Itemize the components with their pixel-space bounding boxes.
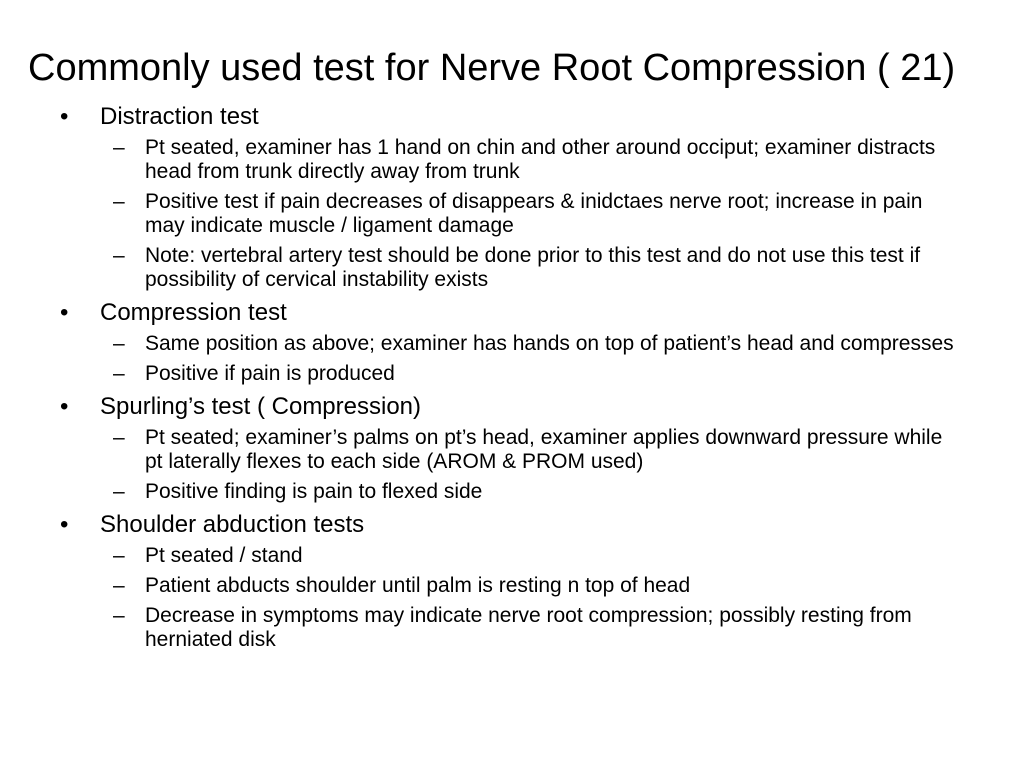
- sub-item-text: Pt seated; examiner’s palms on pt’s head, examiner applies downward pressure while pt laterally flexes to each side (AROM & PROM used): [145, 426, 943, 473]
- sub-item: [0, 362, 1024, 386]
- sub-list: [0, 332, 1024, 386]
- sub-item-text: Decrease in symptoms may indicate nerve root compression; possibly resting from herniated disk: [145, 604, 912, 651]
- sub-item: [0, 136, 1024, 184]
- sub-item: [0, 544, 1024, 568]
- bullet-item: [0, 298, 1024, 332]
- section-spurlings-test: [0, 392, 1024, 504]
- dash-icon: –: [113, 362, 125, 385]
- bullet-heading: Compression test: [100, 299, 287, 326]
- dash-icon: –: [113, 136, 125, 159]
- bullet-heading: Distraction test: [100, 103, 259, 130]
- sub-item-text: Note: vertebral artery test should be done prior to this test and do not use this test if possibility of cervical instability exists: [145, 244, 921, 291]
- bullet-dot-icon: •: [60, 393, 69, 420]
- bullet-dot-icon: •: [60, 103, 69, 130]
- bullet-item: [0, 102, 1024, 136]
- sub-item: [0, 426, 1024, 474]
- sub-list: [0, 544, 1024, 652]
- bullet-heading: Spurling’s test ( Compression): [100, 393, 422, 420]
- dash-icon: –: [113, 244, 125, 267]
- dash-icon: –: [113, 544, 125, 567]
- dash-icon: –: [113, 190, 125, 213]
- sub-item: [0, 604, 1024, 652]
- slide-title: Commonly used test for Nerve Root Compression ( 21): [28, 47, 956, 89]
- sub-item-text: Patient abducts shoulder until palm is resting n top of head: [145, 574, 691, 597]
- bullet-dot-icon: •: [60, 299, 69, 326]
- sub-item-text: Positive finding is pain to flexed side: [145, 480, 483, 503]
- section-compression-test: [0, 298, 1024, 386]
- sub-item: [0, 574, 1024, 598]
- section-distraction-test: [0, 102, 1024, 292]
- dash-icon: –: [113, 480, 125, 503]
- dash-icon: –: [113, 332, 125, 355]
- sub-item-text: Pt seated / stand: [145, 544, 303, 567]
- bullet-item: [0, 392, 1024, 426]
- sub-item: [0, 480, 1024, 504]
- sub-item-text: Positive test if pain decreases of disappears & inidctaes nerve root; increase in pain may indicate muscle / ligament damage: [145, 190, 923, 237]
- sub-item: [0, 244, 1024, 292]
- bullet-dot-icon: •: [60, 511, 69, 538]
- dash-icon: –: [113, 426, 125, 449]
- slide-content: [0, 102, 1024, 658]
- sub-item-text: Pt seated, examiner has 1 hand on chin and other around occiput; examiner distracts head from trunk directly away from trunk: [145, 136, 936, 183]
- section-shoulder-abduction-tests: [0, 510, 1024, 652]
- bullet-heading: Shoulder abduction tests: [100, 511, 365, 538]
- dash-icon: –: [113, 604, 125, 627]
- sub-list: [0, 136, 1024, 292]
- sub-item: [0, 332, 1024, 356]
- sub-item-text: Same position as above; examiner has hands on top of patient’s head and compresses: [145, 332, 954, 355]
- dash-icon: –: [113, 574, 125, 597]
- sub-item-text: Positive if pain is produced: [145, 362, 395, 385]
- bullet-item: [0, 510, 1024, 544]
- sub-list: [0, 426, 1024, 504]
- sub-item: [0, 190, 1024, 238]
